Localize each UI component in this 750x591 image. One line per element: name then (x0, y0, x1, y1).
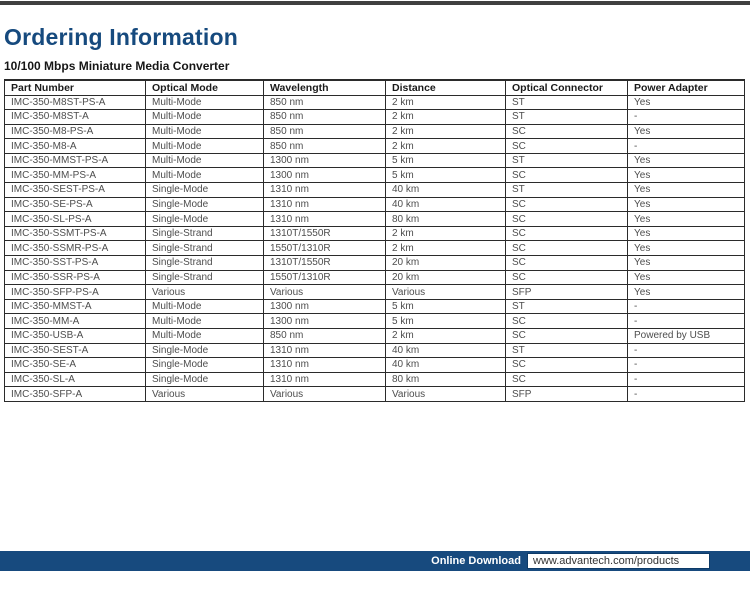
table-row (5, 124, 745, 139)
table-row (5, 372, 745, 387)
table-cell: Single-Strand (146, 256, 264, 271)
table-cell: 40 km (386, 358, 506, 373)
table-cell: 850 nm (264, 124, 386, 139)
column-header-optical-mode: Optical Mode (146, 80, 264, 95)
table-cell: 1310 nm (264, 183, 386, 198)
table-cell: 1310 nm (264, 358, 386, 373)
table-cell: 40 km (386, 343, 506, 358)
table-cell: 2 km (386, 95, 506, 110)
table-cell: Multi-Mode (146, 168, 264, 183)
table-cell: ST (506, 343, 628, 358)
table-cell: 40 km (386, 183, 506, 198)
table-cell: 850 nm (264, 95, 386, 110)
table-cell: IMC-350-MMST-PS-A (5, 153, 146, 168)
table-cell: Various (146, 285, 264, 300)
table-cell: 1550T/1310R (264, 241, 386, 256)
table-cell: Various (386, 285, 506, 300)
table-cell: ST (506, 110, 628, 125)
table-row (5, 183, 745, 198)
column-header-distance: Distance (386, 80, 506, 95)
table-cell: 1310 nm (264, 197, 386, 212)
table-cell: Multi-Mode (146, 110, 264, 125)
table-cell: 1310T/1550R (264, 256, 386, 271)
table-cell: Yes (628, 256, 745, 271)
table-row (5, 110, 745, 125)
table-cell: IMC-350-SE-PS-A (5, 197, 146, 212)
table-cell: 850 nm (264, 139, 386, 154)
table-cell: IMC-350-SSR-PS-A (5, 270, 146, 285)
table-row (5, 95, 745, 110)
table-cell: IMC-350-MM-A (5, 314, 146, 329)
page-title: Ordering Information (4, 24, 238, 50)
table-cell: Various (264, 387, 386, 402)
table-cell: Various (146, 387, 264, 402)
table-cell: Yes (628, 168, 745, 183)
table-cell: Yes (628, 197, 745, 212)
table-cell: 2 km (386, 329, 506, 344)
table-row (5, 285, 745, 300)
table-cell: Multi-Mode (146, 299, 264, 314)
table-cell: SC (506, 314, 628, 329)
table-cell: 2 km (386, 241, 506, 256)
table-cell: IMC-350-SSMT-PS-A (5, 226, 146, 241)
table-row (5, 343, 745, 358)
table-row (5, 212, 745, 227)
table-cell: 1310 nm (264, 343, 386, 358)
table-cell: SC (506, 270, 628, 285)
table-cell: IMC-350-M8-A (5, 139, 146, 154)
table-cell: 5 km (386, 299, 506, 314)
table-cell: IMC-350-SFP-A (5, 387, 146, 402)
table-cell: Multi-Mode (146, 139, 264, 154)
table-cell: Yes (628, 241, 745, 256)
online-download-label: Online Download (431, 555, 521, 567)
table-cell: Single-Strand (146, 241, 264, 256)
column-header-optical-connector: Optical Connector (506, 80, 628, 95)
table-header-row (5, 80, 745, 95)
table-row (5, 358, 745, 373)
table-cell: SC (506, 241, 628, 256)
table-cell: Yes (628, 270, 745, 285)
table-cell: ST (506, 183, 628, 198)
table-cell: SC (506, 197, 628, 212)
table-cell: Yes (628, 153, 745, 168)
table-cell: SC (506, 124, 628, 139)
table-cell: IMC-350-SST-PS-A (5, 256, 146, 271)
table-cell: IMC-350-SL-PS-A (5, 212, 146, 227)
table-cell: SC (506, 168, 628, 183)
table-cell: SC (506, 139, 628, 154)
table-cell: 80 km (386, 212, 506, 227)
table-cell: - (628, 139, 745, 154)
table-cell: Single-Mode (146, 183, 264, 198)
table-row (5, 314, 745, 329)
table-cell: Various (386, 387, 506, 402)
table-cell: IMC-350-SSMR-PS-A (5, 241, 146, 256)
table-cell: IMC-350-SFP-PS-A (5, 285, 146, 300)
table-row (5, 387, 745, 402)
table-cell: SC (506, 329, 628, 344)
table-cell: IMC-350-SEST-A (5, 343, 146, 358)
table-cell: IMC-350-SE-A (5, 358, 146, 373)
page-content (4, 5, 746, 402)
table-cell: Yes (628, 212, 745, 227)
column-header-part-number: Part Number (5, 80, 146, 95)
table-cell: - (628, 372, 745, 387)
table-cell: SC (506, 256, 628, 271)
table-cell: 5 km (386, 314, 506, 329)
table-cell: Multi-Mode (146, 314, 264, 329)
table-cell: IMC-350-MMST-A (5, 299, 146, 314)
table-cell: Multi-Mode (146, 124, 264, 139)
table-cell: Multi-Mode (146, 95, 264, 110)
table-row (5, 139, 745, 154)
table-cell: 1300 nm (264, 299, 386, 314)
table-cell: ST (506, 299, 628, 314)
table-cell: Multi-Mode (146, 153, 264, 168)
table-cell: 1310 nm (264, 212, 386, 227)
table-cell: 2 km (386, 226, 506, 241)
table-cell: Multi-Mode (146, 329, 264, 344)
table-cell: IMC-350-SEST-PS-A (5, 183, 146, 198)
table-cell: - (628, 358, 745, 373)
table-cell: 1300 nm (264, 314, 386, 329)
table-cell: Single-Strand (146, 270, 264, 285)
table-cell: 1300 nm (264, 168, 386, 183)
table-cell: 850 nm (264, 110, 386, 125)
table-cell: - (628, 387, 745, 402)
table-cell: 40 km (386, 197, 506, 212)
table-cell: 2 km (386, 110, 506, 125)
table-cell: 5 km (386, 168, 506, 183)
table-cell: 2 km (386, 139, 506, 154)
table-cell: Single-Mode (146, 212, 264, 227)
table-cell: Single-Mode (146, 197, 264, 212)
table-row (5, 329, 745, 344)
table-cell: SC (506, 358, 628, 373)
table-cell: 1300 nm (264, 153, 386, 168)
table-cell: ST (506, 153, 628, 168)
table-cell: SFP (506, 285, 628, 300)
table-cell: Yes (628, 183, 745, 198)
table-cell: IMC-350-MM-PS-A (5, 168, 146, 183)
download-url-text[interactable]: www.advantech.com/products (533, 555, 680, 567)
table-cell: - (628, 299, 745, 314)
table-row (5, 168, 745, 183)
table-cell: 20 km (386, 256, 506, 271)
table-cell: 1550T/1310R (264, 270, 386, 285)
table-cell: IMC-350-SL-A (5, 372, 146, 387)
download-url-box[interactable] (527, 553, 710, 569)
table-cell: - (628, 314, 745, 329)
table-cell: 5 km (386, 153, 506, 168)
table-cell: 1310T/1550R (264, 226, 386, 241)
table-cell: IMC-350-M8ST-PS-A (5, 95, 146, 110)
ordering-information-table (4, 79, 745, 402)
table-cell: Single-Mode (146, 372, 264, 387)
table-cell: SC (506, 226, 628, 241)
table-cell: 20 km (386, 270, 506, 285)
section-subtitle: 10/100 Mbps Miniature Media Converter (4, 59, 230, 73)
table-cell: Yes (628, 226, 745, 241)
table-cell: Powered by USB (628, 329, 745, 344)
column-header-wavelength: Wavelength (264, 80, 386, 95)
table-row (5, 226, 745, 241)
table-row (5, 153, 745, 168)
table-cell: Single-Mode (146, 358, 264, 373)
footer-bar (0, 551, 750, 571)
table-cell: 80 km (386, 372, 506, 387)
table-cell: SFP (506, 387, 628, 402)
table-cell: IMC-350-M8ST-A (5, 110, 146, 125)
table-cell: 2 km (386, 124, 506, 139)
table-cell: Various (264, 285, 386, 300)
table-row (5, 256, 745, 271)
table-cell: ST (506, 95, 628, 110)
table-cell: - (628, 110, 745, 125)
table-cell: 850 nm (264, 329, 386, 344)
table-row (5, 299, 745, 314)
table-cell: Single-Strand (146, 226, 264, 241)
table-cell: IMC-350-M8-PS-A (5, 124, 146, 139)
table-cell: 1310 nm (264, 372, 386, 387)
table-cell: Yes (628, 285, 745, 300)
table-cell: Yes (628, 95, 745, 110)
table-cell: SC (506, 372, 628, 387)
column-header-power-adapter: Power Adapter (628, 80, 745, 95)
table-cell: - (628, 343, 745, 358)
table-row (5, 270, 745, 285)
table-cell: Yes (628, 124, 745, 139)
table-cell: Single-Mode (146, 343, 264, 358)
table-row (5, 197, 745, 212)
table-row (5, 241, 745, 256)
table-cell: SC (506, 212, 628, 227)
table-cell: IMC-350-USB-A (5, 329, 146, 344)
